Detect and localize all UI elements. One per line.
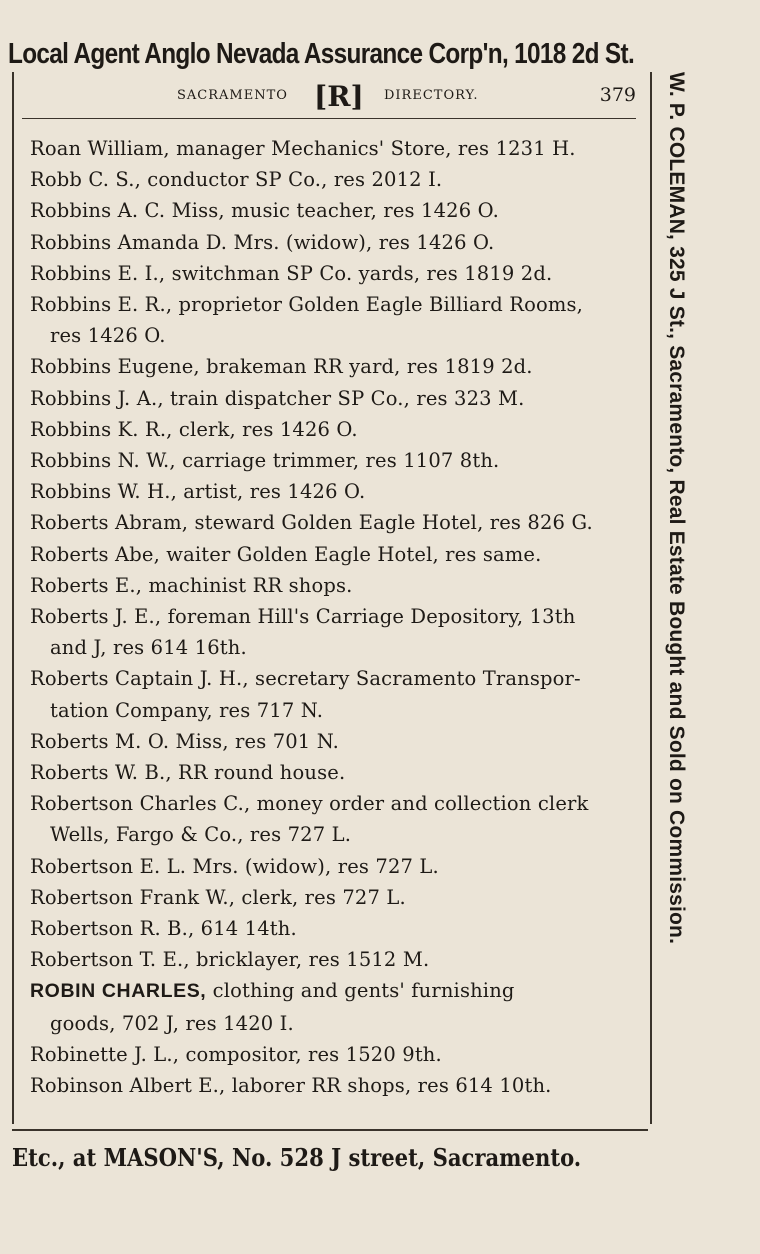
directory-entry: [30, 351, 634, 382]
entry-text: Robb C. S., conductor SP Co., res 2012 I.: [30, 168, 443, 192]
directory-entry: [30, 133, 634, 164]
entry-text: Roberts Captain J. H., secretary Sacramento Transpor-: [30, 667, 581, 691]
entry-text: Robbins N. W., carriage trimmer, res 1107 8th.: [30, 449, 500, 473]
directory-entry: [30, 1070, 634, 1101]
running-head-city: SACRAMENTO: [177, 88, 288, 103]
directory-entry: [30, 289, 634, 351]
entry-text: Roberts W. B., RR round house.: [30, 761, 346, 785]
directory-entry: [30, 663, 634, 725]
header-rule: [22, 118, 636, 119]
entry-bold-name: ROBIN CHARLES,: [30, 980, 207, 1003]
entry-text: Robertson T. E., bricklayer, res 1512 M.: [30, 948, 430, 972]
side-advertisement: [650, 72, 702, 1130]
entry-text: Robbins J. A., train dispatcher SP Co., res 323 M.: [30, 386, 525, 410]
directory-entry: [30, 539, 634, 570]
side-advertisement-text: W. P. COLEMAN, 325 J St., Sacramento, Real Estate Bought and Sold on Commission.: [665, 72, 688, 945]
directory-entry: [30, 882, 634, 913]
top-advertisement-banner: Local Agent Anglo Nevada Assurance Corp'n, 1018 2d St.: [8, 38, 635, 70]
entry-text: Robinette J. L., compositor, res 1520 9th.: [30, 1042, 442, 1066]
directory-entry: [30, 445, 634, 476]
entry-text: Robbins Eugene, brakeman RR yard, res 1819 2d.: [30, 355, 533, 379]
directory-entry: [30, 476, 634, 507]
directory-entry: [30, 757, 634, 788]
directory-entry: [30, 601, 634, 663]
entry-text: Robbins W. H., artist, res 1426 O.: [30, 480, 366, 504]
entry-text: Robertson R. B., 614 14th.: [30, 917, 297, 941]
entry-text: Robbins K. R., clerk, res 1426 O.: [30, 417, 358, 441]
entry-text: Roberts E., machinist RR shops.: [30, 573, 353, 597]
running-head: [22, 80, 640, 113]
entry-text: clothing and gents' furnishing: [206, 979, 515, 1003]
directory-entry: [30, 227, 634, 258]
entry-text: Roan William, manager Mechanics' Store, res 1231 H.: [30, 137, 576, 160]
running-head-letter: [R]: [314, 80, 364, 113]
entry-continuation: res 1426 O.: [50, 324, 166, 348]
entry-text: Roberts M. O. Miss, res 701 N.: [30, 729, 340, 753]
entry-text: Robertson Charles C., money order and collection clerk: [30, 792, 589, 816]
entry-continuation: Wells, Fargo & Co., res 727 L.: [50, 823, 352, 847]
entry-continuation: and J, res 614 16th.: [50, 636, 247, 660]
entry-text: Robbins A. C. Miss, music teacher, res 1426 O.: [30, 199, 499, 223]
entry-text: Roberts J. E., foreman Hill's Carriage Depository, 13th: [30, 605, 576, 629]
page-number: 379: [599, 84, 636, 106]
entry-text: Robertson Frank W., clerk, res 727 L.: [30, 885, 406, 909]
entry-continuation: goods, 702 J, res 1420 I.: [50, 1011, 294, 1035]
bottom-rule: [12, 1129, 648, 1131]
entry-text: Robbins Amanda D. Mrs. (widow), res 1426 O.: [30, 230, 495, 254]
directory-entry: [30, 164, 634, 195]
bottom-advertisement-banner: Etc., at MASON'S, No. 528 J street, Sacramento.: [12, 1143, 582, 1172]
directory-entry: [30, 944, 634, 975]
directory-entry: [30, 570, 634, 601]
directory-entry: [30, 975, 634, 1038]
entry-text: Robertson E. L. Mrs. (widow), res 727 L.: [30, 854, 439, 878]
entry-text: Roberts Abram, steward Golden Eagle Hotel, res 826 G.: [30, 511, 593, 535]
entry-text: Robbins E. R., proprietor Golden Eagle Billiard Rooms,: [30, 293, 584, 317]
directory-entry: [30, 383, 634, 414]
entry-text: Robinson Albert E., laborer RR shops, res 614 10th.: [30, 1074, 552, 1098]
entry-text: Roberts Abe, waiter Golden Eagle Hotel, res same.: [30, 542, 542, 566]
entry-continuation: tation Company, res 717 N.: [50, 698, 324, 722]
directory-entry: [30, 851, 634, 882]
directory-entry: [30, 258, 634, 289]
directory-entry: [30, 414, 634, 445]
directory-entry: [30, 507, 634, 538]
directory-entry: [30, 913, 634, 944]
running-head-title: DIRECTORY.: [384, 88, 479, 103]
directory-entry: [30, 788, 634, 850]
directory-entry: [30, 726, 634, 757]
directory-entry: [30, 195, 634, 226]
entry-text: Robbins E. I., switchman SP Co. yards, res 1819 2d.: [30, 261, 553, 285]
directory-entry: [30, 1039, 634, 1070]
directory-entries: [30, 133, 634, 1101]
